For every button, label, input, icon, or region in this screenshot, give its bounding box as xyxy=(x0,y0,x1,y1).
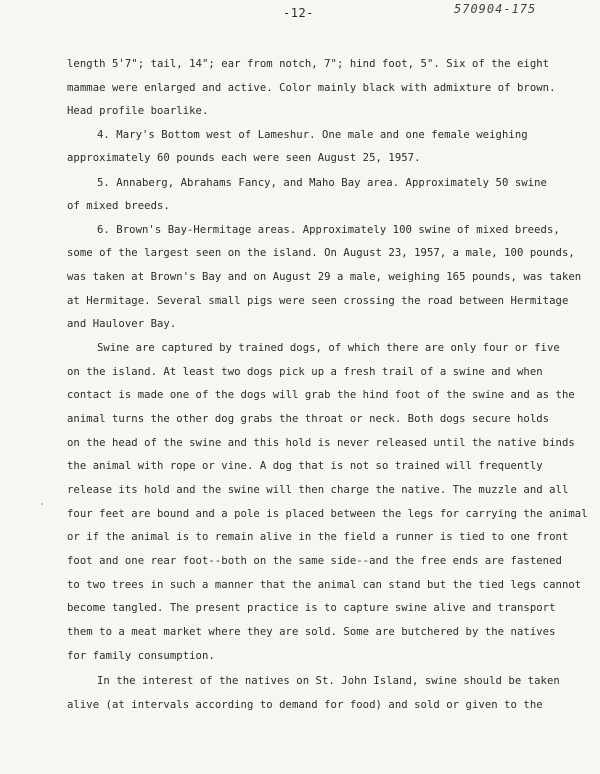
text-line: of mixed breeds. xyxy=(67,200,170,212)
text-line: animal turns the other dog grabs the throat or neck. Both dogs secure holds xyxy=(67,413,550,425)
text-line: alive (at intervals according to demand for food) and sold or given to the xyxy=(67,699,543,711)
scan-speck xyxy=(41,503,43,505)
text-line: mammae were enlarged and active. Color mainly black with admixture of brown. xyxy=(67,82,556,94)
text-line: to two trees in such a manner that the animal can stand but the tied legs cannot xyxy=(67,579,582,591)
text-line: become tangled. The present practice is to capture swine alive and transport xyxy=(67,602,556,614)
text-line: Swine are captured by trained dogs, of which there are only four or five xyxy=(97,342,560,354)
document-number: 570904-175 xyxy=(454,2,537,16)
text-line: for family consumption. xyxy=(67,650,215,662)
text-line: Head profile boarlike. xyxy=(67,105,209,117)
text-line: some of the largest seen on the island. On August 23, 1957, a male, 100 pounds, xyxy=(67,247,575,259)
text-line: 4. Mary's Bottom west of Lameshur. One male and one female weighing xyxy=(97,129,528,141)
text-line: at Hermitage. Several small pigs were seen crossing the road between Hermitage xyxy=(67,295,569,307)
text-line: on the island. At least two dogs pick up a fresh trail of a swine and when xyxy=(67,366,543,378)
text-line: 6. Brown's Bay-Hermitage areas. Approximately 100 swine of mixed breeds, xyxy=(97,224,560,236)
text-line: them to a meat market where they are sold. Some are butchered by the natives xyxy=(67,626,556,638)
text-line: foot and one rear foot--both on the same side--and the free ends are fastened xyxy=(67,555,562,567)
text-line: on the head of the swine and this hold is never released until the native binds xyxy=(67,437,575,449)
text-line: or if the animal is to remain alive in the field a runner is tied to one front xyxy=(67,531,569,543)
text-line: approximately 60 pounds each were seen August 25, 1957. xyxy=(67,152,421,164)
text-line: was taken at Brown's Bay and on August 29 a male, weighing 165 pounds, was taken xyxy=(67,271,582,283)
text-line: four feet are bound and a pole is placed between the legs for carrying the animal xyxy=(67,508,588,520)
text-line: 5. Annaberg, Abrahams Fancy, and Maho Bay area. Approximately 50 swine xyxy=(97,177,547,189)
text-line: the animal with rope or vine. A dog that is not so trained will frequently xyxy=(67,460,543,472)
text-line: and Haulover Bay. xyxy=(67,318,177,330)
text-line: contact is made one of the dogs will grab the hind foot of the swine and as the xyxy=(67,389,575,401)
text-line: In the interest of the natives on St. John Island, swine should be taken xyxy=(97,675,560,687)
page-number: -12- xyxy=(283,6,314,20)
text-line: release its hold and the swine will then charge the native. The muzzle and all xyxy=(67,484,569,496)
text-line: length 5'7"; tail, 14"; ear from notch, 7"; hind foot, 5". Six of the eight xyxy=(67,58,550,70)
